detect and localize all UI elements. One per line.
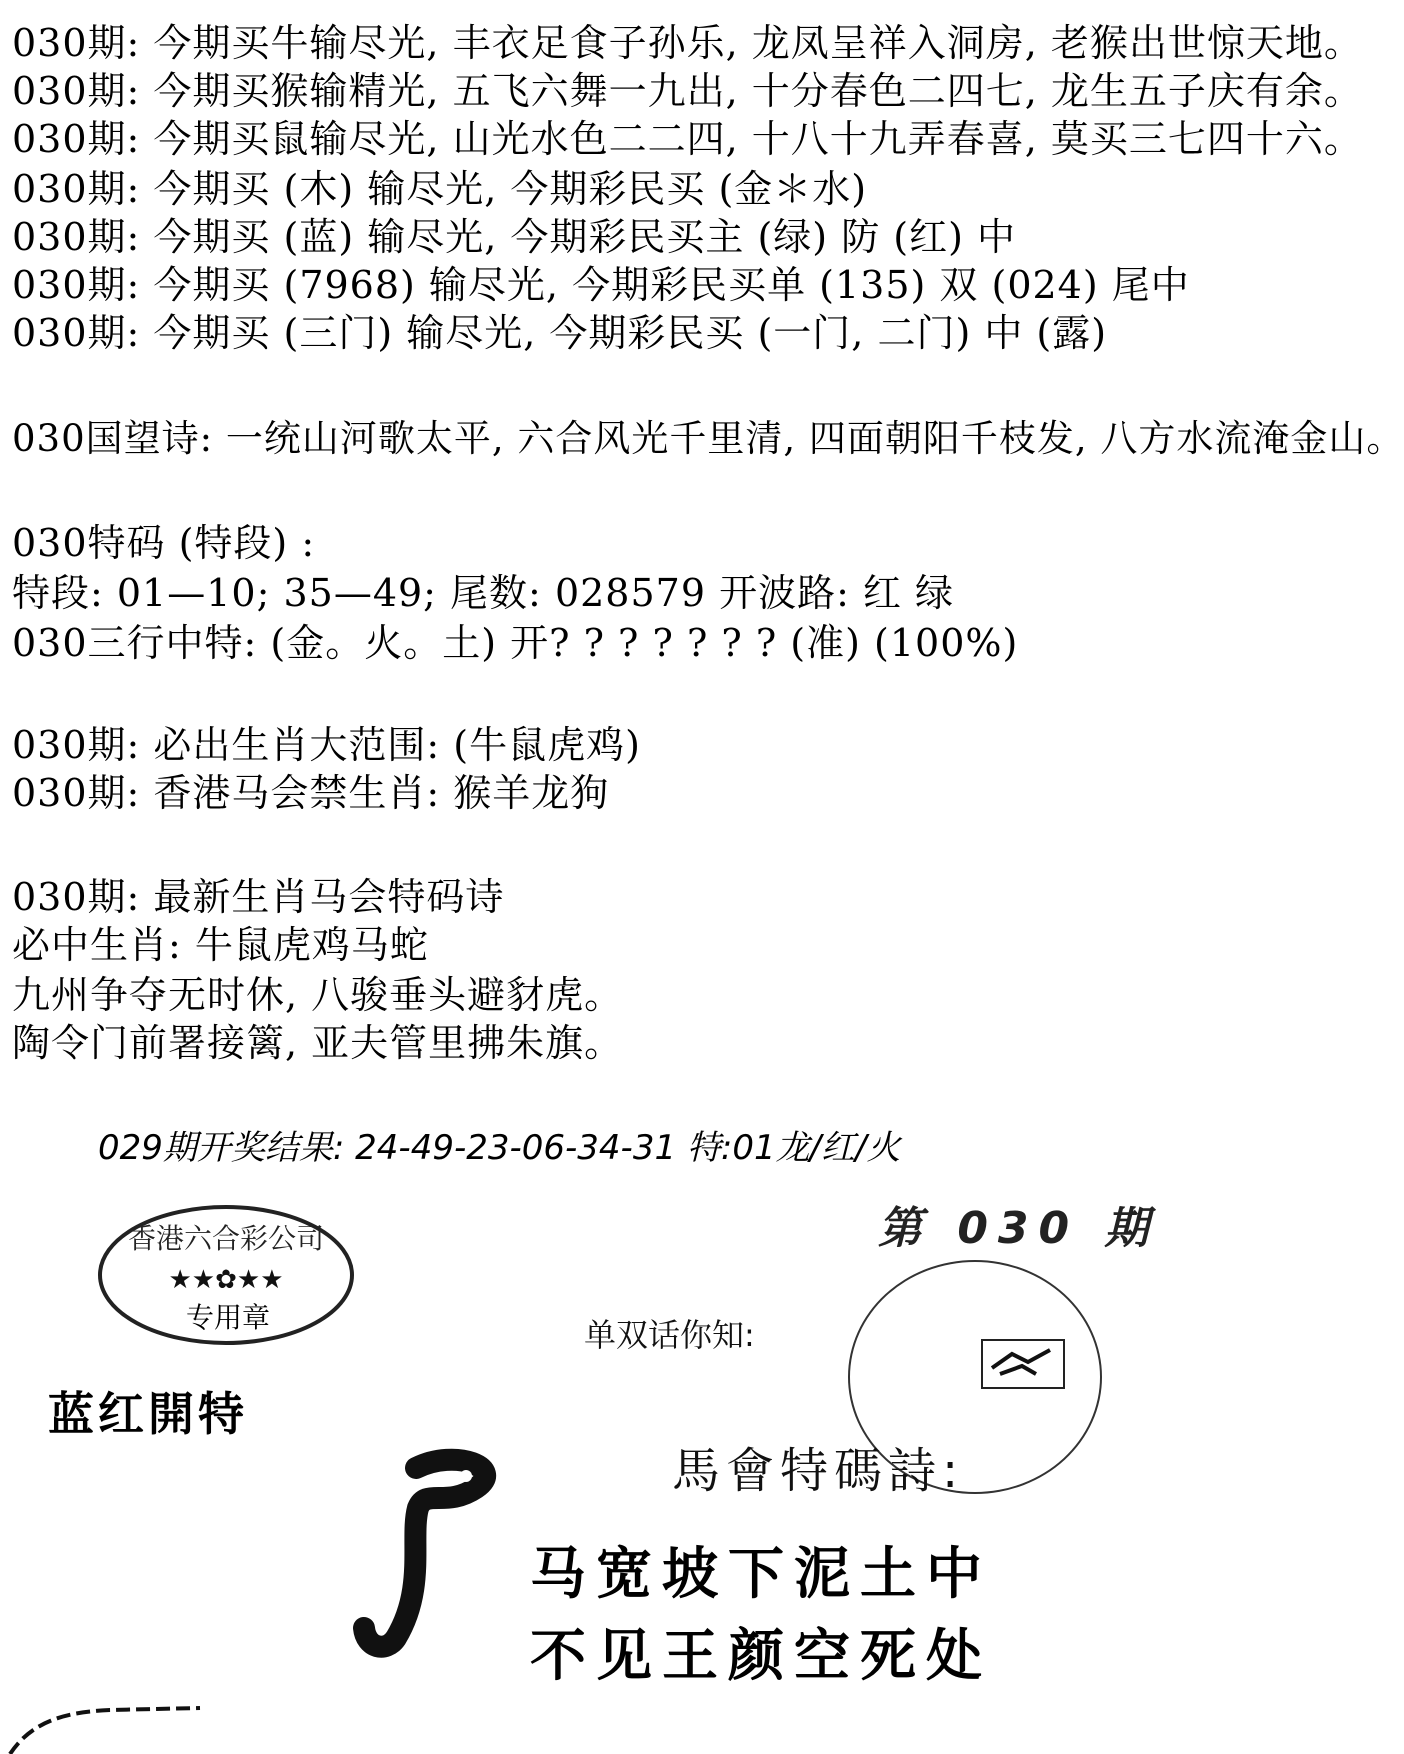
odd-even-label: 单双话你知: (584, 1316, 755, 1354)
line-6: 030期: 今期买 (7968) 输尽光, 今期彩民买单 (135) 双 (024) 尾中 (12, 263, 1190, 307)
line-4: 030期: 今期买 (木) 输尽光, 今期彩民买 (金＊水) (12, 167, 868, 211)
horse-club-poem-label: 馬會特碼詩: (672, 1443, 965, 1499)
tema-title: 030特码 (特段) : (12, 521, 316, 565)
poem-line-2: 陶令门前署接篱, 亚夫管里拂朱旗。 (12, 1021, 624, 1065)
national-poem: 030国望诗: 一统山河歌太平, 六合风光千里清, 四面朝阳千枝发, 八方水流淹金山。 (12, 417, 1404, 460)
line-2: 030期: 今期买猴输精光, 五飞六舞一九出, 十分春色二四七, 龙生五子庆有余。 (12, 69, 1363, 113)
line-3: 030期: 今期买鼠输尽光, 山光水色二二四, 十八十九弄春喜, 莫买三七四十六。 (12, 117, 1363, 161)
snake-icon (356, 1448, 516, 1666)
line-5: 030期: 今期买 (蓝) 输尽光, 今期彩民买主 (绿) 防 (红) 中 (12, 215, 1016, 259)
seal-stars: ★★✿★★ (168, 1265, 284, 1295)
issue-number: 第 030 期 (878, 1203, 1159, 1254)
newest-title: 030期: 最新生肖马会特码诗 (12, 875, 505, 919)
handshake-icon (978, 1332, 1068, 1396)
bizhong-line: 必中生肖: 牛鼠虎鸡马蛇 (12, 923, 429, 967)
shengxiao-range: 030期: 必出生肖大范围: (牛鼠虎鸡) (12, 723, 641, 767)
draw-result: 029期开奖结果: 24-49-23-06-34-31 特:01龙/红/火 (98, 1128, 901, 1168)
tema-detail: 特段: 01—10; 35—49; 尾数: 028579 开波路: 红 绿 (12, 571, 955, 615)
line-1: 030期: 今期买牛输尽光, 丰衣足食子孙乐, 龙凤呈祥入洞房, 老猴出世惊天地。 (12, 21, 1363, 65)
shengxiao-banned: 030期: 香港马会禁生肖: 猴羊龙狗 (12, 771, 610, 815)
line-7: 030期: 今期买 (三门) 输尽光, 今期彩民买 (一门, 二门) 中 (露) (12, 311, 1108, 355)
sanxing-line: 030三行中特: (金。火。土) 开? ? ? ? ? ? ? (准) (100%) (12, 621, 1019, 665)
poem-line-1: 九州争夺无时休, 八骏垂头避豺虎。 (12, 973, 624, 1017)
big-poem-line-1: 马宽坡下泥土中 (530, 1542, 992, 1607)
blue-red-label: 蓝红開特 (48, 1387, 248, 1441)
seal-top-text: 香港六合彩公司 (127, 1222, 325, 1255)
seal-sub-text: 专用章 (186, 1301, 271, 1334)
corner-stroke (0, 1700, 220, 1754)
big-poem-line-2: 不见王颜空死处 (530, 1624, 992, 1689)
